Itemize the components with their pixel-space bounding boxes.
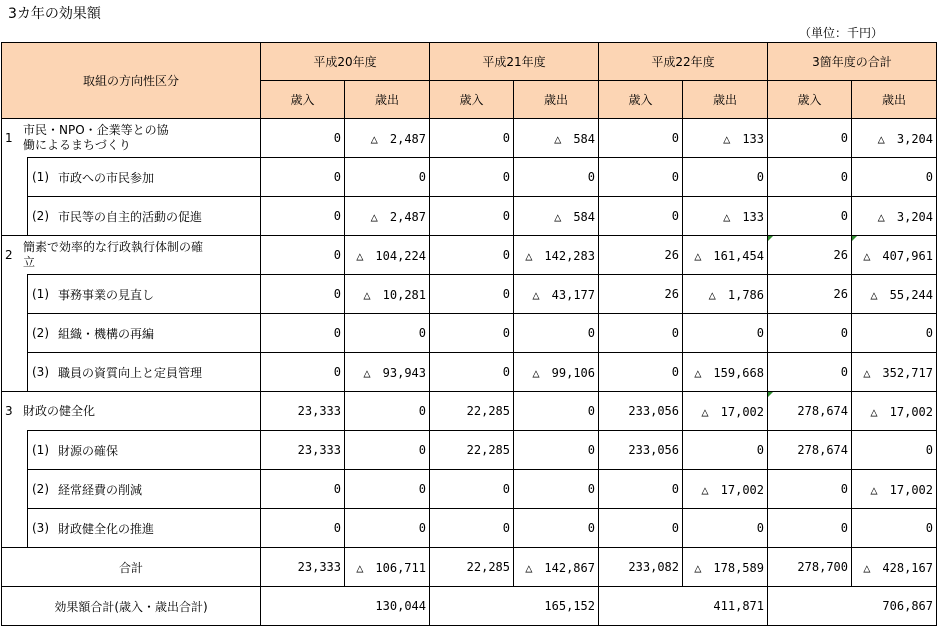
value-cell: 0 — [430, 275, 514, 314]
value-cell: 0 — [683, 158, 768, 197]
value-cell: 0 — [345, 509, 430, 548]
subitem-label — [28, 470, 261, 509]
value-cell: △ 1,786 — [683, 275, 768, 314]
value-cell: 0 — [261, 236, 345, 275]
value-cell: △ 10,281 — [345, 275, 430, 314]
header-revenue: 歳入 — [261, 81, 345, 119]
subitem-label — [28, 197, 261, 236]
value-cell: 278,674 — [768, 431, 852, 470]
value-cell: 0 — [261, 314, 345, 353]
table-row-effect-total — [2, 587, 937, 626]
header-year: 3箇年度の合計 — [768, 43, 937, 81]
value-cell: 0 — [345, 158, 430, 197]
value-cell: 0 — [683, 314, 768, 353]
value-cell: 0 — [768, 158, 852, 197]
value-cell: 0 — [345, 392, 430, 431]
value-cell: 233,056 — [599, 431, 683, 470]
value-cell: 0 — [345, 314, 430, 353]
total-value: 233,082 — [599, 548, 683, 587]
indent-cell — [2, 314, 28, 353]
value-cell: △ 352,717 — [852, 353, 937, 392]
total-value: 23,333 — [261, 548, 345, 587]
total-value: △ 106,711 — [345, 548, 430, 587]
value-cell: △ 17,002 — [852, 470, 937, 509]
value-cell: 26 — [768, 275, 852, 314]
indent-cell — [2, 431, 28, 470]
value-cell: 0 — [599, 119, 683, 158]
subitem-label — [28, 158, 261, 197]
subitem-text: 市政への市民参加 — [58, 170, 155, 185]
value-cell: △ 99,106 — [514, 353, 599, 392]
header-expenditure: 歳出 — [683, 81, 768, 119]
value-cell: 0 — [261, 197, 345, 236]
header-year: 平成21年度 — [430, 43, 599, 81]
total-value: △ 428,167 — [852, 548, 937, 587]
subitem-number: (3) — [32, 521, 49, 535]
header-expenditure: 歳出 — [514, 81, 599, 119]
total-value: △ 142,867 — [514, 548, 599, 587]
value-cell: 0 — [430, 470, 514, 509]
value-cell: 0 — [514, 431, 599, 470]
subitem-number: (1) — [32, 287, 49, 301]
value-cell: △ 17,002 — [683, 392, 768, 431]
table-row-subitem — [2, 314, 937, 353]
header-expenditure: 歳出 — [852, 81, 937, 119]
value-cell: 0 — [261, 119, 345, 158]
value-cell: 0 — [430, 509, 514, 548]
total-value: 22,285 — [430, 548, 514, 587]
total-value: △ 178,589 — [683, 548, 768, 587]
indent-cell — [2, 470, 28, 509]
value-cell: 23,333 — [261, 392, 345, 431]
table-row-subitem — [2, 509, 937, 548]
value-cell: △ 2,487 — [345, 197, 430, 236]
value-cell: △ 2,487 — [345, 119, 430, 158]
value-cell: △ 584 — [514, 119, 599, 158]
value-cell: 0 — [852, 314, 937, 353]
value-cell: 0 — [852, 158, 937, 197]
subitem-number: (2) — [32, 209, 49, 223]
value-cell: 0 — [261, 353, 345, 392]
category-text: 財政の健全化 — [23, 403, 96, 418]
total-value: 278,700 — [768, 548, 852, 587]
value-cell: 0 — [430, 236, 514, 275]
subitem-label — [28, 509, 261, 548]
value-cell: 0 — [261, 275, 345, 314]
value-cell: 0 — [261, 470, 345, 509]
effect-table — [1, 42, 937, 626]
value-cell: 0 — [345, 431, 430, 470]
indent-cell — [2, 353, 28, 392]
value-cell: △ 17,002 — [852, 392, 937, 431]
value-cell: 0 — [768, 353, 852, 392]
table-row-subitem — [2, 431, 937, 470]
value-cell: 23,333 — [261, 431, 345, 470]
value-cell: 0 — [430, 197, 514, 236]
value-cell: 278,674 — [768, 392, 852, 431]
table-row-subitem — [2, 353, 937, 392]
category-number: 2 — [5, 248, 13, 262]
table-row-subitem — [2, 470, 937, 509]
value-cell: 0 — [768, 197, 852, 236]
value-cell: 26 — [599, 275, 683, 314]
value-cell: 0 — [768, 470, 852, 509]
subitem-label — [28, 314, 261, 353]
total-label: 合計 — [2, 548, 261, 587]
indent-cell — [2, 197, 28, 236]
value-cell: 0 — [599, 470, 683, 509]
subitem-label — [28, 353, 261, 392]
subitem-text: 財源の確保 — [58, 443, 119, 458]
value-cell: △ 133 — [683, 197, 768, 236]
value-cell: △ 159,668 — [683, 353, 768, 392]
header-expenditure: 歳出 — [345, 81, 430, 119]
header-revenue: 歳入 — [768, 81, 852, 119]
value-cell: 22,285 — [430, 431, 514, 470]
value-cell: 0 — [430, 314, 514, 353]
value-cell: 0 — [599, 314, 683, 353]
value-cell: △ 142,283 — [514, 236, 599, 275]
category-number: 1 — [5, 131, 13, 145]
category-label — [2, 236, 261, 275]
value-cell: 0 — [768, 509, 852, 548]
value-cell: 0 — [430, 353, 514, 392]
indent-cell — [2, 158, 28, 197]
value-cell: 0 — [345, 470, 430, 509]
table-row-category — [2, 119, 937, 158]
subitem-number: (1) — [32, 170, 49, 184]
effect-total-value: 130,044 — [261, 587, 430, 626]
value-cell: △ 161,454 — [683, 236, 768, 275]
value-cell: 0 — [852, 509, 937, 548]
category-text: 市民・NPO・企業等との協働によるまちづくり — [23, 123, 169, 152]
subitem-text: 財政健全化の推進 — [58, 521, 155, 536]
table-row-category — [2, 236, 937, 275]
value-cell: 233,056 — [599, 392, 683, 431]
subitem-number: (3) — [32, 365, 49, 379]
subitem-text: 職員の資質向上と定員管理 — [58, 365, 203, 380]
value-cell: △ 55,244 — [852, 275, 937, 314]
table-row-category — [2, 392, 937, 431]
value-cell: △ 93,943 — [345, 353, 430, 392]
indent-cell — [2, 509, 28, 548]
effect-total-value: 706,867 — [768, 587, 937, 626]
value-cell: △ 3,204 — [852, 119, 937, 158]
value-cell: 0 — [599, 509, 683, 548]
subitem-number: (1) — [32, 443, 49, 457]
value-cell: △ 17,002 — [683, 470, 768, 509]
value-cell: 0 — [430, 158, 514, 197]
value-cell: △ 43,177 — [514, 275, 599, 314]
subitem-text: 市民等の自主的活動の促進 — [58, 209, 203, 224]
value-cell: 0 — [514, 392, 599, 431]
value-cell: △ 3,204 — [852, 197, 937, 236]
subitem-label — [28, 431, 261, 470]
value-cell: 0 — [514, 158, 599, 197]
value-cell: 0 — [768, 314, 852, 353]
category-label — [2, 119, 261, 158]
category-label — [2, 392, 261, 431]
value-cell: 0 — [599, 158, 683, 197]
value-cell: 22,285 — [430, 392, 514, 431]
value-cell: 0 — [261, 509, 345, 548]
header-year: 平成20年度 — [261, 43, 430, 81]
value-cell: 26 — [768, 236, 852, 275]
value-cell: 0 — [430, 119, 514, 158]
page-title: 3カ年の効果額 — [8, 6, 101, 22]
value-cell: △ 407,961 — [852, 236, 937, 275]
value-cell: 0 — [599, 197, 683, 236]
value-cell: 0 — [683, 431, 768, 470]
subitem-text: 事務事業の見直し — [58, 287, 155, 302]
header-revenue: 歳入 — [599, 81, 683, 119]
value-cell: 0 — [768, 119, 852, 158]
table-row-total — [2, 548, 937, 587]
value-cell: 0 — [852, 431, 937, 470]
value-cell: 0 — [514, 314, 599, 353]
subitem-number: (2) — [32, 326, 49, 340]
value-cell: 0 — [599, 353, 683, 392]
header-year: 平成22年度 — [599, 43, 768, 81]
value-cell: 0 — [261, 158, 345, 197]
value-cell: △ 584 — [514, 197, 599, 236]
value-cell: 0 — [514, 470, 599, 509]
value-cell: 0 — [514, 509, 599, 548]
effect-total-label: 効果額合計(歳入・歳出合計) — [2, 587, 261, 626]
indent-cell — [2, 275, 28, 314]
value-cell: △ 133 — [683, 119, 768, 158]
unit-label: （単位：千円） — [798, 26, 883, 40]
value-cell: 26 — [599, 236, 683, 275]
subitem-label — [28, 275, 261, 314]
subitem-text: 経常経費の削減 — [58, 482, 143, 497]
value-cell: 0 — [683, 509, 768, 548]
subitem-number: (2) — [32, 482, 49, 496]
value-cell: △ 104,224 — [345, 236, 430, 275]
subitem-text: 組織・機構の再編 — [58, 326, 155, 341]
table-row-subitem — [2, 275, 937, 314]
category-text: 簡素で効率的な行政執行体制の確立 — [23, 240, 204, 269]
header-category: 取組の方向性区分 — [2, 43, 261, 119]
header-row-years — [2, 43, 937, 81]
effect-total-value: 411,871 — [599, 587, 768, 626]
category-number: 3 — [5, 404, 13, 418]
table-row-subitem — [2, 158, 937, 197]
table-row-subitem — [2, 197, 937, 236]
header-revenue: 歳入 — [430, 81, 514, 119]
effect-total-value: 165,152 — [430, 587, 599, 626]
